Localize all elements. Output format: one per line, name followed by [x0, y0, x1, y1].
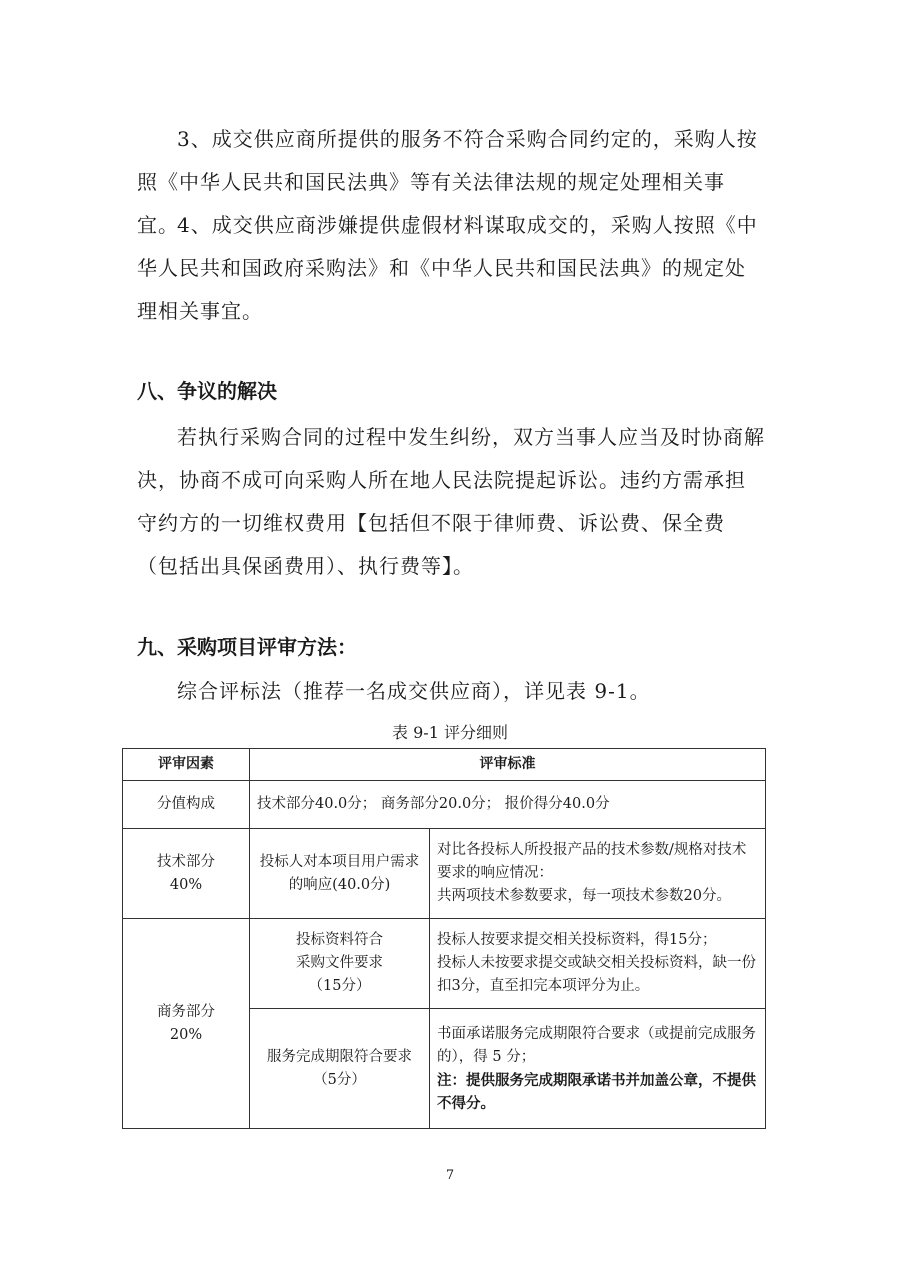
page-number: 7 — [445, 1168, 455, 1183]
factor-score-composition: 分值构成 — [123, 781, 250, 829]
section-8-heading: 八、争议的解决 — [137, 379, 277, 403]
table-row-business-documents — [123, 919, 766, 1009]
section-9-body: 综合评标法（推荐一名成交供应商），详见表 9-1。 — [177, 679, 651, 703]
header-factor: 评审因素 — [123, 749, 250, 781]
business-deadline-item: 服务完成期限符合要求 （5分） — [250, 1009, 430, 1129]
deadline-note: 注：提供服务完成期限承诺书并加盖公章，不提供不得分。 — [437, 1071, 756, 1112]
clause-4: 4、成交供应商涉嫌提供虚假材料谋取成交的，采购人按照《中华人民共和国政府采购法》和《中华人民共和国民法典》的规定处理相关事宜。 — [137, 213, 758, 323]
table-row-technical — [123, 829, 766, 919]
score-composition-text: 技术部分40.0分； 商务部分20.0分； 报价得分40.0分 — [250, 781, 766, 829]
table-header-row — [123, 749, 766, 781]
clause-3: 3、成交供应商所提供的服务不符合采购合同约定的，采购人按照《中华人民共和国民法典》等有关法律法规的规定处理相关事宜。 — [137, 127, 758, 237]
technical-criteria: 对比各投标人所投报产品的技术参数/规格对技术要求的响应情况： 共两项技术参数要求，每一项技术参数20分。 — [430, 829, 766, 919]
business-documents-criteria: 投标人按要求提交相关投标资料，得15分； 投标人未按要求提交或缺交相关投标资料，缺一份扣3分，直至扣完本项评分为止。 — [430, 919, 766, 1009]
section-8-body: 若执行采购合同的过程中发生纠纷，双方当事人应当及时协商解决，协商不成可向采购人所在地人民法院提起诉讼。违约方需承担守约方的一切维权费用【包括但不限于律师费、诉讼费、保全费（包括出具保函费用）、执行费等】。 — [137, 425, 765, 578]
table-row-score-composition — [123, 781, 766, 829]
header-standard: 评审标准 — [250, 749, 766, 781]
table-caption: 表 9-1 评分细则 — [392, 723, 508, 742]
section-9-heading: 九、采购项目评审方法： — [137, 635, 357, 659]
factor-business: 商务部分 20% — [123, 919, 250, 1129]
scoring-table — [122, 748, 766, 1129]
technical-item: 投标人对本项目用户需求的响应(40.0分) — [250, 829, 430, 919]
factor-technical: 技术部分 40% — [123, 829, 250, 919]
business-documents-item: 投标资料符合 采购文件要求 （15分） — [250, 919, 430, 1009]
business-deadline-criteria: 书面承诺服务完成期限符合要求（或提前完成服务的），得 5 分； 注：提供服务完成期限承诺书并加盖公章，不提供不得分。 — [430, 1009, 766, 1129]
